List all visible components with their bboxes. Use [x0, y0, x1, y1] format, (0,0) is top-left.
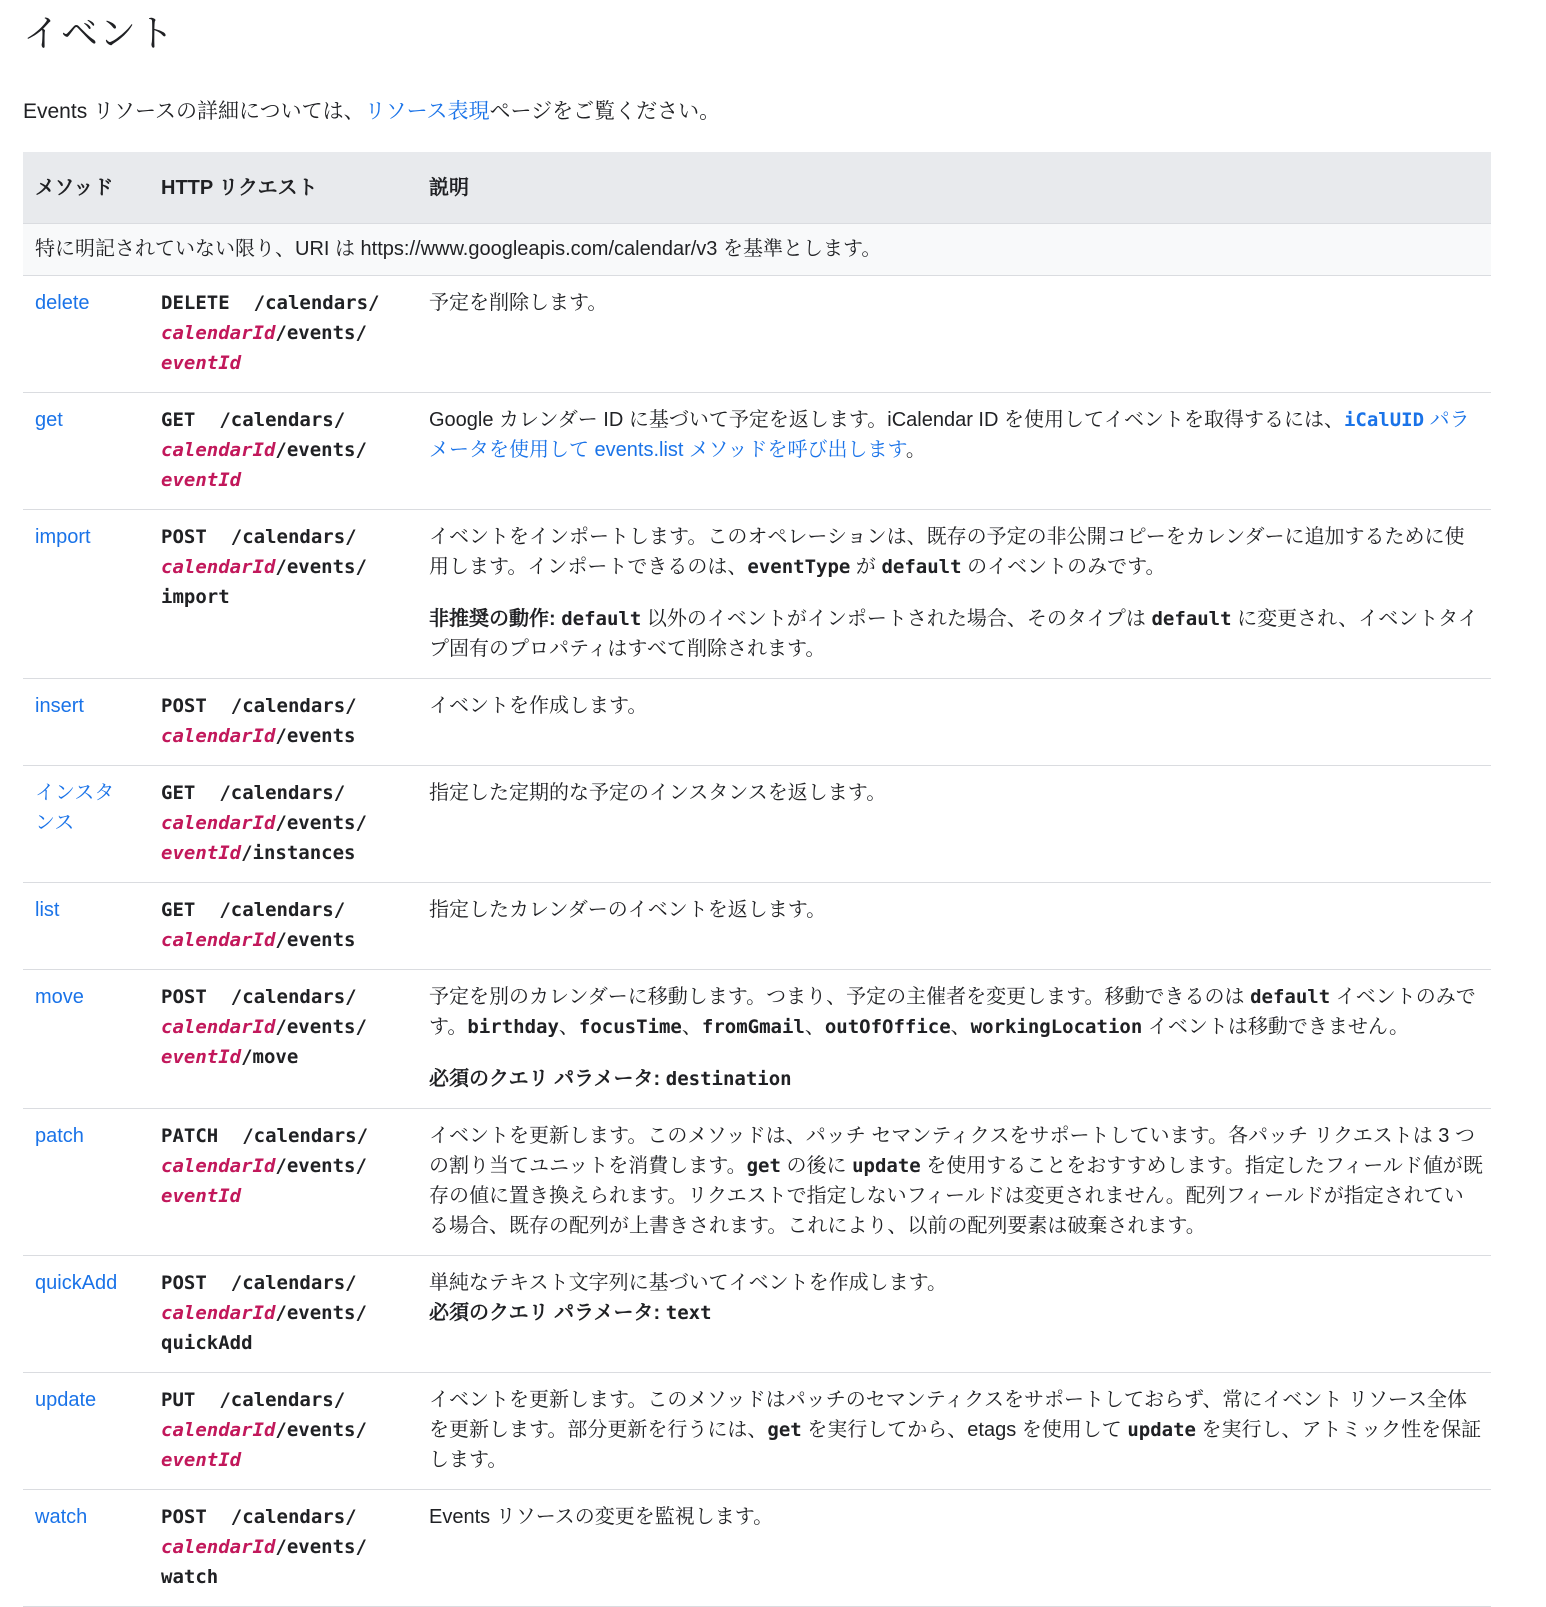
separator: 、: [804, 1016, 825, 1038]
path-segment: /calendars/: [230, 695, 357, 717]
separator: 、: [558, 1016, 579, 1038]
code-eventtype: eventType: [747, 556, 851, 578]
path-variable: calendarId: [161, 1536, 276, 1558]
method-link-quickadd[interactable]: quickAdd: [35, 1272, 118, 1294]
desc-text: 以外のイベントがインポートされた場合、そのタイプは: [641, 608, 1152, 630]
path-segment: quickAdd: [161, 1332, 253, 1354]
path-variable: eventId: [161, 352, 242, 374]
method-link-delete[interactable]: delete: [35, 292, 90, 314]
path-segment: /calendars/: [230, 526, 357, 548]
path-variable: calendarId: [161, 929, 276, 951]
path-variable: calendarId: [161, 1302, 276, 1324]
path-segment: watch: [161, 1566, 219, 1588]
table-row: [23, 970, 1491, 1109]
path-segment: /calendars/: [230, 986, 357, 1008]
required-param-label: 必須のクエリ パラメータ:: [429, 1068, 661, 1090]
table-row: [23, 883, 1491, 970]
desc-text: Google カレンダー ID に基づいて予定を返します。iCalendar ID を使用してイベントを取得するには、: [429, 409, 1344, 431]
path-segment: /instances: [241, 842, 356, 864]
method-link-move[interactable]: move: [35, 986, 84, 1008]
method-description: 指定した定期的な予定のインスタンスを返します。: [417, 766, 1491, 883]
code-text: text: [665, 1302, 712, 1324]
method-link-patch[interactable]: patch: [35, 1125, 84, 1147]
table-row: [23, 766, 1491, 883]
code-get: get: [767, 1419, 802, 1441]
http-verb: PUT: [161, 1389, 196, 1411]
link-text: パラメータを使用して events.list メソッドを呼び出します: [429, 409, 1470, 461]
desc-text: 単純なテキスト文字列に基づいてイベントを作成します。: [429, 1272, 947, 1294]
http-verb: GET: [161, 899, 196, 921]
path-variable: calendarId: [161, 556, 276, 578]
desc-text: を使用することをおすすめします。指定したフィールド値が既存の値に置き換えられます。リクエストで指定しないフィールドは変更されません。配列フィールドが指定されている場合、既存の配列が上書きされます。これにより、以前の配列要素は破棄されます。: [429, 1155, 1483, 1237]
code-focustime: focusTime: [578, 1016, 682, 1038]
desc-text: のイベントのみです。: [961, 556, 1166, 578]
desc-paragraph: [429, 1064, 1483, 1094]
path-segment: /calendars/: [230, 1272, 357, 1294]
code-fromgmail: fromGmail: [701, 1016, 805, 1038]
code-icaluid: iCalUID: [1343, 409, 1425, 431]
intro-suffix: ページをご覧ください。: [489, 100, 721, 123]
page-title: イベント: [23, 13, 175, 54]
method-description: イベントを作成します。: [417, 679, 1491, 766]
http-verb: PATCH: [161, 1125, 219, 1147]
path-variable: calendarId: [161, 1016, 276, 1038]
method-link-get[interactable]: get: [35, 409, 63, 431]
path-variable: eventId: [161, 1046, 242, 1068]
path-segment: /events/: [275, 1016, 367, 1038]
http-request: [149, 510, 417, 679]
path-variable: calendarId: [161, 322, 276, 344]
desc-text: に変更され、イベントタイプ固有のプロパティはすべて削除されます。: [429, 608, 1478, 660]
method-description: [417, 1256, 1491, 1373]
table-row: [23, 1490, 1491, 1607]
table-row: [23, 510, 1491, 679]
path-segment: /calendars/: [242, 1125, 369, 1147]
method-description: [417, 510, 1491, 679]
code-workinglocation: workingLocation: [970, 1016, 1143, 1038]
table-header-row: [23, 152, 1491, 224]
http-verb: POST: [161, 695, 207, 717]
path-segment: /move: [241, 1046, 299, 1068]
required-param-label: 必須のクエリ パラメータ:: [429, 1302, 661, 1324]
path-segment: /calendars/: [230, 1506, 357, 1528]
table-row: [23, 1109, 1491, 1256]
separator: 、: [950, 1016, 971, 1038]
desc-text: を実行してから、etags を使用して: [801, 1419, 1128, 1441]
desc-paragraph: [429, 522, 1483, 582]
http-verb: POST: [161, 1506, 207, 1528]
path-segment: /events/: [275, 1302, 367, 1324]
resource-representation-link[interactable]: リソース表現: [364, 100, 490, 123]
path-variable: calendarId: [161, 1155, 276, 1177]
method-link-list[interactable]: list: [35, 899, 60, 921]
method-link-import[interactable]: import: [35, 526, 91, 548]
path-variable: eventId: [161, 1449, 242, 1471]
http-request: [149, 393, 417, 510]
desc-paragraph: [429, 982, 1483, 1042]
code-update: update: [852, 1155, 921, 1177]
method-description: 指定したカレンダーのイベントを返します。: [417, 883, 1491, 970]
http-verb: GET: [161, 782, 196, 804]
path-segment: /events/: [275, 322, 367, 344]
code-destination: destination: [665, 1068, 792, 1090]
desc-text: イベントをインポートします。このオペレーションは、既存の予定の非公開コピーをカレンダーに追加するために使用します。インポートできるのは、: [429, 526, 1465, 578]
method-description: [417, 1373, 1491, 1490]
deprecated-label: 非推奨の動作:: [429, 608, 556, 630]
method-link-insert[interactable]: insert: [35, 695, 84, 717]
desc-text: イベントを更新します。このメソッドはパッチのセマンティクスをサポートしておらず、常にイベント リソース全体を更新します。部分更新を行うには、: [429, 1389, 1467, 1441]
path-variable: eventId: [161, 469, 242, 491]
intro-text: [23, 96, 1522, 128]
http-request: [149, 970, 417, 1109]
path-segment: /calendars/: [219, 409, 346, 431]
table-row: [23, 1373, 1491, 1490]
methods-table: [23, 152, 1491, 1607]
table-row: [23, 679, 1491, 766]
desc-text: 。: [905, 439, 926, 461]
http-request: [149, 883, 417, 970]
path-variable: calendarId: [161, 812, 276, 834]
http-verb: POST: [161, 526, 207, 548]
path-segment: /events: [275, 725, 356, 747]
desc-text: が: [850, 556, 882, 578]
desc-text: イベントは移動できません。: [1142, 1016, 1410, 1038]
method-description: [417, 1109, 1491, 1256]
http-request: [149, 1109, 417, 1256]
http-request: [149, 679, 417, 766]
desc-text: 予定を別のカレンダーに移動します。つまり、予定の主催者を変更します。移動できるのは: [429, 986, 1251, 1008]
code-default: default: [561, 608, 642, 630]
desc-text: を実行し、アトミック性を保証します。: [429, 1419, 1482, 1471]
intro-prefix: Events リソースの詳細については、: [23, 100, 365, 123]
table-row: [23, 1256, 1491, 1373]
code-outofoffice: outOfOffice: [824, 1016, 951, 1038]
method-description: [417, 393, 1491, 510]
path-segment: import: [161, 586, 230, 608]
method-description: [417, 970, 1491, 1109]
code-default: default: [881, 556, 962, 578]
code-birthday: birthday: [467, 1016, 559, 1038]
desc-text: の後に: [780, 1155, 853, 1177]
code-default: default: [1151, 608, 1232, 630]
desc-paragraph: [429, 604, 1483, 664]
code-get: get: [746, 1155, 781, 1177]
header-method: メソッド: [23, 152, 149, 224]
http-request: [149, 1256, 417, 1373]
code-update: update: [1127, 1419, 1196, 1441]
separator: 、: [681, 1016, 702, 1038]
desc-text: イベントのみです。: [429, 986, 1476, 1038]
http-verb: GET: [161, 409, 196, 431]
header-http-request: HTTP リクエスト: [149, 152, 417, 224]
http-verb: DELETE: [161, 292, 230, 314]
path-variable: eventId: [161, 1185, 242, 1207]
code-default: default: [1250, 986, 1331, 1008]
http-request: [149, 1490, 417, 1607]
path-variable: eventId: [161, 842, 242, 864]
method-link-update[interactable]: update: [35, 1389, 97, 1411]
path-segment: /events/: [275, 1419, 367, 1441]
path-segment: /calendars/: [253, 292, 380, 314]
http-request: [149, 1373, 417, 1490]
method-description: Events リソースの変更を監視します。: [417, 1490, 1491, 1607]
method-link-instances[interactable]: インスタンス: [35, 782, 115, 834]
desc-text: イベントを更新します。このメソッドは、パッチ セマンティクスをサポートしています。各パッチ リクエストは 3 つの割り当てユニットを消費します。: [429, 1125, 1475, 1177]
path-segment: /calendars/: [219, 782, 346, 804]
http-verb: POST: [161, 986, 207, 1008]
path-segment: /events/: [275, 812, 367, 834]
http-verb: POST: [161, 1272, 207, 1294]
base-uri-note: 特に明記されていない限り、URI は https://www.googleapis.com/calendar/v3 を基準とします。: [23, 224, 1491, 276]
method-description: 予定を削除します。: [417, 276, 1491, 393]
path-segment: /events/: [275, 1155, 367, 1177]
header-description: 説明: [417, 152, 1491, 224]
path-segment: /events: [275, 929, 356, 951]
table-row: [23, 393, 1491, 510]
path-variable: calendarId: [161, 1419, 276, 1441]
path-segment: /events/: [275, 439, 367, 461]
path-variable: calendarId: [161, 439, 276, 461]
path-segment: /events/: [275, 556, 367, 578]
method-link-watch[interactable]: watch: [35, 1506, 88, 1528]
http-request: [149, 766, 417, 883]
path-segment: /calendars/: [219, 1389, 346, 1411]
http-request: [149, 276, 417, 393]
path-segment: /events/: [275, 1536, 367, 1558]
table-row: [23, 276, 1491, 393]
base-uri-row: [23, 224, 1491, 276]
path-segment: /calendars/: [219, 899, 346, 921]
path-variable: calendarId: [161, 725, 276, 747]
